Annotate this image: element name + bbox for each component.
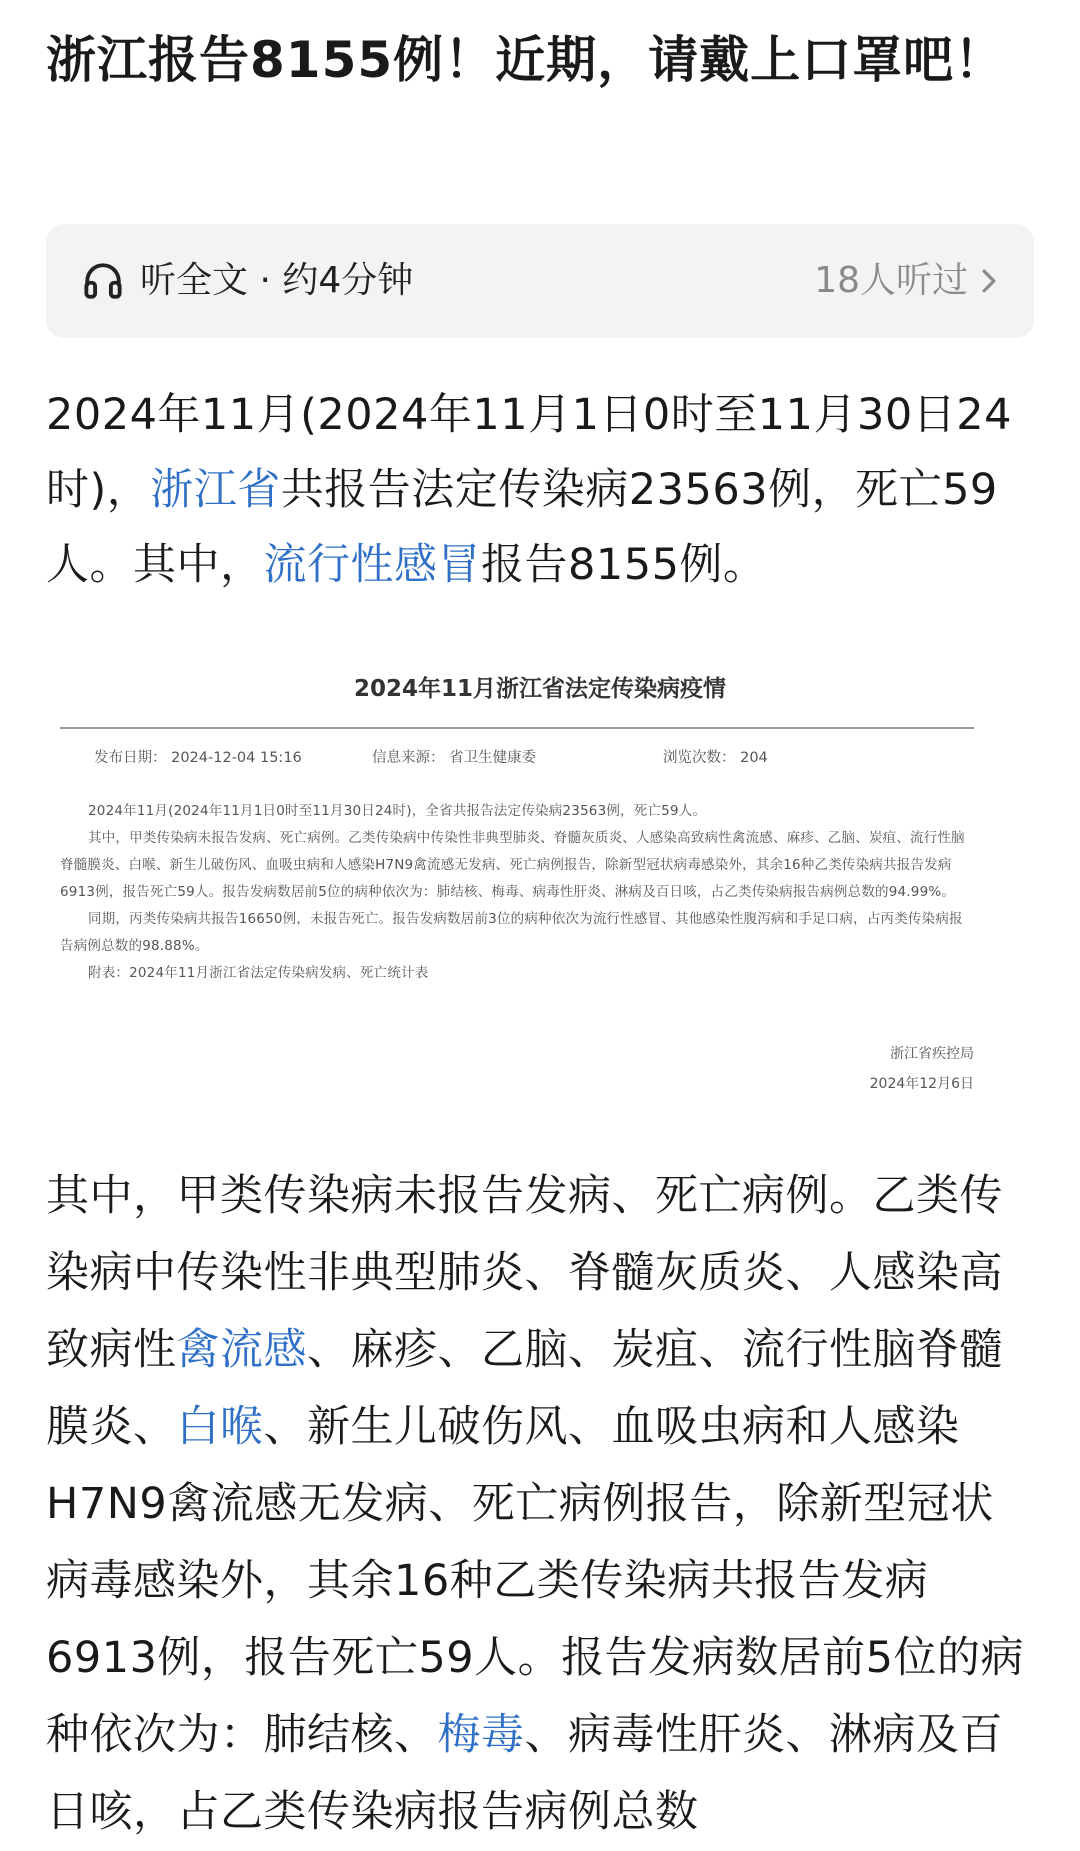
intro-text-3: 报告8155例。 xyxy=(481,540,767,590)
link-syphilis[interactable]: 梅毒 xyxy=(437,1710,525,1760)
doc-body xyxy=(60,798,974,987)
listen-full-text-bar[interactable] xyxy=(46,224,1034,338)
doc-publish-date: 发布日期： 2024-12-04 15:16 xyxy=(94,750,302,766)
link-avian-influenza[interactable]: 禽流感 xyxy=(176,1325,307,1375)
doc-paragraph-2: 其中，甲类传染病未报告发病、死亡病例。乙类传染病中传染性非典型肺炎、脊髓灰质炎、人感染高致病性禽流感、麻疹、乙脑、炭疽、流行性脑脊髓膜炎、白喉、新生儿破伤风、血吸虫病和人感染H7N9禽流感无发病、死亡病例报告，除新型冠状病毒感染外，其余16种乙类传染病共报告发病6913例，报告死亡59人。报告发病数居前5位的病种依次为：肺结核、梅毒、病毒性肝炎、淋病及百日咳，占乙类传染病报告病例总数的94.99%。 xyxy=(60,830,965,900)
doc-paragraph-3: 同期，丙类传染病共报告16650例，未报告死亡。报告发病数居前3位的病种依次为流行性感冒、其他感染性腹泻病和手足口病，占丙类传染病报告病例总数的98.88%。 xyxy=(60,911,963,954)
listen-count: 18人听过 xyxy=(814,260,968,301)
document-screenshot-image[interactable] xyxy=(46,640,1034,1110)
chevron-right-icon xyxy=(980,268,998,294)
body-text-4: 、病毒性肝炎、淋病及百日咳，占乙类传染病报告病例总数 xyxy=(46,1710,1003,1837)
listen-label: 听全文 · 约4分钟 xyxy=(140,260,414,301)
doc-source: 信息来源： 省卫生健康委 xyxy=(372,750,537,766)
intro-paragraph xyxy=(46,378,1036,603)
link-zhejiang-province[interactable]: 浙江省 xyxy=(150,465,281,515)
doc-date: 2024年12月6日 xyxy=(869,1076,974,1092)
doc-paragraph-1: 2024年11月(2024年11月1日0时至11月30日24时)，全省共报告法定传染病23563例，死亡59人。 xyxy=(88,803,707,819)
doc-divider xyxy=(60,727,974,729)
article-title: 浙江报告8155例！近期，请戴上口罩吧！ xyxy=(46,31,1006,89)
link-diphtheria[interactable]: 白喉 xyxy=(176,1402,264,1452)
intro-text-2: 共报告法定传染病23563例，死亡59人。其中， xyxy=(46,465,998,590)
body-paragraph xyxy=(46,1158,1036,1851)
intro-text-1: 2024年11月(2024年11月1日0时至11月30日24时)， xyxy=(46,390,1012,515)
doc-views: 浏览次数： 204 xyxy=(663,750,768,766)
body-text-3: 、新生儿破伤风、血吸虫病和人感染H7N9禽流感无发病、死亡病例报告，除新型冠状病毒感染外，其余16种乙类传染病共报告发病6913例，报告死亡59人。报告发病数居前5位的病种依次为：肺结核、 xyxy=(46,1402,1025,1760)
headphones-icon xyxy=(82,260,124,302)
body-text-2: 、麻疹、乙脑、炭疽、流行性脑脊髓膜炎、 xyxy=(46,1325,1003,1452)
link-influenza[interactable]: 流行性感冒 xyxy=(263,540,481,590)
doc-attachment: 附表：2024年11月浙江省法定传染病发病、死亡统计表 xyxy=(88,965,429,981)
doc-org: 浙江省疾控局 xyxy=(890,1046,974,1062)
body-text-1: 其中，甲类传染病未报告发病、死亡病例。乙类传染病中传染性非典型肺炎、脊髓灰质炎、人感染高致病性 xyxy=(46,1171,1003,1375)
doc-title: 2024年11月浙江省法定传染病疫情 xyxy=(353,676,727,702)
